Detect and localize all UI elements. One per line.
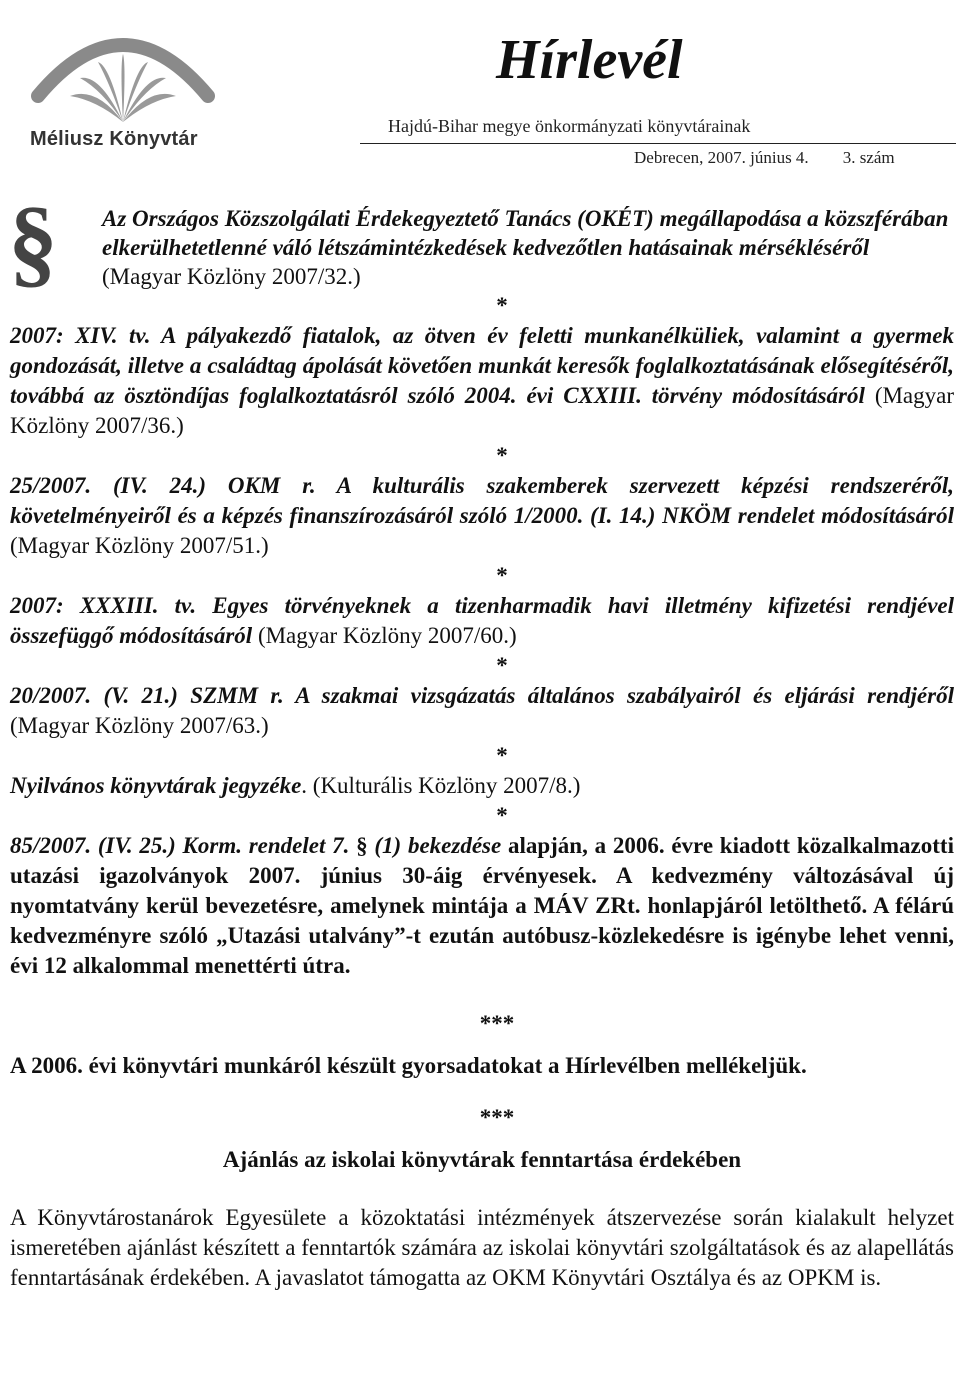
item-korm85-text: alapján, a 2006. évre kiadott közalkalmazotti utazási igazolványok 2007. június 30-áig érvényesek. A kedvezmény változásával új nyomtatvány kerül bevezetésre, amelynek mintája a MÁV ZRt. honlapjáról letölthető. A félárú kedvezményre szóló „Utazási utalvány”-t ezután autóbusz-közlekedésre is igénybe lehet venni, évi 12 alkalommal menettérti útra. xyxy=(10,833,954,978)
item-oket xyxy=(102,204,954,291)
separator-triple-star: *** xyxy=(479,1105,515,1130)
separator-star: * xyxy=(496,803,508,828)
main-content xyxy=(10,204,954,1293)
issue-dateline xyxy=(634,148,895,168)
item-xiv xyxy=(10,321,954,441)
item-nyilvanos-title: Nyilvános könyvtárak jegyzéke xyxy=(10,773,302,798)
newsletter-subtitle: Hajdú-Bihar megye önkormányzati könyvtárainak xyxy=(388,116,751,136)
item-nyilvanos-ref: . (Kulturális Közlöny 2007/8.) xyxy=(301,773,581,798)
issue-number: 3. szám xyxy=(842,148,895,167)
item-okm25 xyxy=(10,471,954,561)
header-divider xyxy=(360,143,956,144)
separator-star: * xyxy=(496,293,508,318)
ajanlas-heading: Ajánlás az iskolai könyvtárak fenntartása érdekében xyxy=(222,1147,742,1172)
paragraph-sign-icon: § xyxy=(8,186,58,297)
item-korm85-sign: § xyxy=(356,833,368,858)
item-xiv-ref: (Magyar Közlöny 2007/36.) xyxy=(10,383,955,438)
item-okm25-ref: (Magyar Közlöny 2007/51.) xyxy=(10,533,269,558)
item-nyilvanos xyxy=(10,771,954,801)
separator-star: * xyxy=(496,443,508,468)
item-xxxiii xyxy=(10,591,954,651)
item-xxxiii-ref: (Magyar Közlöny 2007/60.) xyxy=(252,623,517,648)
separator-star: * xyxy=(496,563,508,588)
item-oket-ref: (Magyar Közlöny 2007/32.) xyxy=(102,264,361,289)
item-okm25-title: 25/2007. (IV. 24.) OKM r. A kulturális szakemberek szervezett képzési rendszeréről, követelményeiről és a képzés finanszírozásáról szóló 1/2000. (I. 14.) NKÖM rendelet módosításáról xyxy=(10,473,954,528)
item-szmm20-ref: (Magyar Közlöny 2007/63.) xyxy=(10,713,269,738)
item-szmm20 xyxy=(10,681,954,741)
item-korm85 xyxy=(10,831,954,981)
item-xxxiii-title: 2007: XXXIII. tv. Egyes törvényeknek a tizenharmadik havi illetmény kifizetési rendjével összefüggő módosításáról xyxy=(10,593,954,648)
newsletter-title: Hírlevél xyxy=(496,29,683,91)
gyorsadatok-note: A 2006. évi könyvtári munkáról készült gyorsadatokat a Hírlevélben mellékeljük. xyxy=(10,1053,807,1078)
item-korm85-lead: 85/2007. (IV. 25.) Korm. rendelet 7. xyxy=(10,833,357,858)
item-korm85-lead2: (1) bekezdése xyxy=(367,833,502,858)
item-szmm20-title: 20/2007. (V. 21.) SZMM r. A szakmai vizsgázatás általános szabályairól és eljárási rendjéről xyxy=(10,683,954,708)
item-xiv-title: 2007: XIV. tv. A pályakezdő fiatalok, az ötven év feletti munkanélküliek, valamint a gyermek gondozását, illetve a családtag ápolását követően munkát keresők foglalkoztatásának elősegítéséről, továbbá az ösztöndíjas foglalkoztatásról szóló 2004. évi CXXIII. törvény módosításáról xyxy=(10,323,954,408)
item-oket-title: Az Országos Közszolgálati Érdekegyeztető Tanács (OKÉT) megállapodása a közszférában elkerülhetetlenné váló létszámintézkedések kedvezőtlen hatásainak mérsékléséről xyxy=(102,206,949,260)
ajanlas-text: A Könyvtárostanárok Egyesülete a közoktatási intézmények átszervezése során kialakult helyzet ismeretében ajánlást készített a fenntartók számára az iskolai könyvtári szolgáltatások és az alapellátás fenntartásának érdekében. A javaslatot támogatta az OKM Könyvtári Osztálya és az OPKM is. xyxy=(10,1205,954,1290)
separator-triple-star: *** xyxy=(479,1011,515,1036)
separator-star: * xyxy=(496,653,508,678)
separator-star: * xyxy=(496,743,508,768)
issue-date: Debrecen, 2007. június 4. xyxy=(634,148,809,167)
logo-text: Méliusz Könyvtár xyxy=(30,128,198,150)
